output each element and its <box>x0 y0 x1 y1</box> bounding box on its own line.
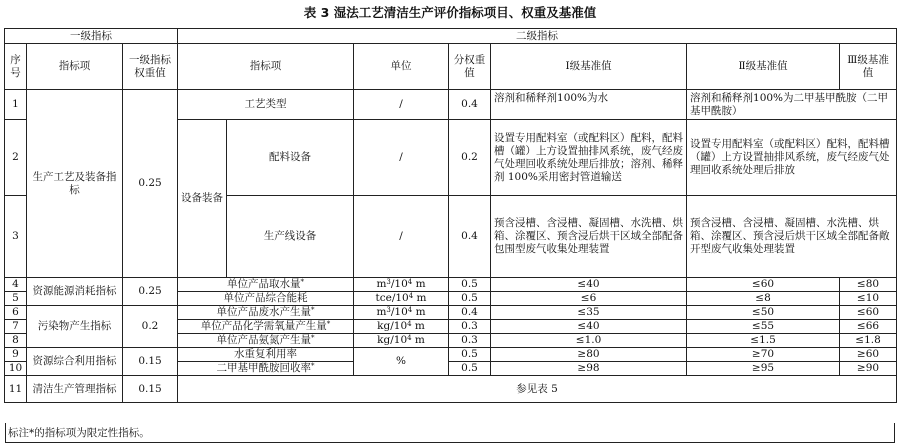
row-seq: 6 <box>5 306 27 320</box>
group-name-resource: 资源能源消耗指标 <box>27 278 123 306</box>
row-grade2: ≥70 <box>687 348 840 362</box>
row-weight: 0.4 <box>449 90 491 120</box>
row-item: 水重复利用率 <box>178 348 354 362</box>
table-caption: 表 3 湿法工艺清洁生产评价指标项目、权重及基准值 <box>303 5 597 20</box>
row-unit: $kg/10^4$ m <box>354 320 449 334</box>
row-weight: 0.5 <box>449 362 491 376</box>
group-name-management: 清洁生产管理指标 <box>27 376 123 403</box>
row-unit: / <box>354 120 449 196</box>
row-seq: 9 <box>5 348 27 362</box>
group-weight-process: 0.25 <box>123 90 178 278</box>
row-grade23: 设置专用配料室（或配料区）配料，配料槽（罐）上方设置抽排风系统，废气经废气处理回收系统处理后排放 <box>687 120 897 196</box>
group-weight-management: 0.15 <box>123 376 178 403</box>
row-seq: 5 <box>5 292 27 306</box>
row-grade1: 溶剂和稀释剂100%为水 <box>491 90 687 120</box>
row-grade3: ≤60 <box>840 306 897 320</box>
row-grade2: ≥95 <box>687 362 840 376</box>
row-seq: 10 <box>5 362 27 376</box>
row-weight: 0.2 <box>449 120 491 196</box>
row-weight: 0.4 <box>449 196 491 278</box>
row-item: 单位产品废水产生量* <box>178 306 354 320</box>
row-item: 单位产品氨氮产生量* <box>178 334 354 348</box>
row-grade1: ≤6 <box>491 292 687 306</box>
header-row-groups <box>5 29 897 44</box>
header-l2-item: 指标项 <box>178 44 354 90</box>
row-grade2: ≤50 <box>687 306 840 320</box>
row-seq: 3 <box>5 196 27 278</box>
header-l1-item: 指标项 <box>27 44 123 90</box>
row-grade1: ≤40 <box>491 278 687 292</box>
row-grade3: ≤1.8 <box>840 334 897 348</box>
row-weight: 0.3 <box>449 334 491 348</box>
header-grade2: Ⅱ级基准值 <box>687 44 840 90</box>
table-footnote: 标注*的指标项为限定性指标。 <box>5 423 895 443</box>
row-grade23: 溶剂和稀释剂100%为二甲基甲酰胺（二甲基甲酰胺） <box>687 90 897 120</box>
row-unit: $m^3/10^4$ m <box>354 306 449 320</box>
row-reference: 参见表 5 <box>178 376 897 403</box>
row-item: 单位产品综合能耗 <box>178 292 354 306</box>
row-grade1: ≤1.0 <box>491 334 687 348</box>
subgroup-equipment: 设备装备 <box>178 120 227 278</box>
row-grade2: ≤55 <box>687 320 840 334</box>
header-seq: 序号 <box>5 44 27 90</box>
header-level1-group: 一级指标 <box>5 29 178 44</box>
header-grade3: Ⅲ级基准值 <box>840 44 897 90</box>
row-weight: 0.3 <box>449 320 491 334</box>
header-grade1: Ⅰ级基准值 <box>491 44 687 90</box>
group-name-pollutant: 污染物产生指标 <box>27 306 123 348</box>
row-grade23: 预含浸槽、含浸槽、凝固槽、水洗槽、烘箱、涂覆区、预含浸后烘干区域全部配备敞开型废气收集处理装置 <box>687 196 897 278</box>
table-container <box>4 28 896 403</box>
row-grade1: ≤35 <box>491 306 687 320</box>
row-grade3: ≥90 <box>840 362 897 376</box>
row-grade1: ≤40 <box>491 320 687 334</box>
indicator-table <box>4 28 897 403</box>
row-seq: 1 <box>5 90 27 120</box>
row-seq: 4 <box>5 278 27 292</box>
group-weight-resource: 0.25 <box>123 278 178 306</box>
row-grade1: 预含浸槽、含浸槽、凝固槽、水洗槽、烘箱、涂覆区、预含浸后烘干区域全部配备包围型废气收集处理装置 <box>491 196 687 278</box>
row-weight: 0.4 <box>449 306 491 320</box>
row-seq: 11 <box>5 376 27 403</box>
row-unit: / <box>354 196 449 278</box>
row-unit: / <box>354 90 449 120</box>
row-grade2: ≤60 <box>687 278 840 292</box>
row-grade1: ≥80 <box>491 348 687 362</box>
table-row <box>5 306 897 320</box>
group-weight-utilization: 0.15 <box>123 348 178 376</box>
header-l1-weight: 一级指标权重值 <box>123 44 178 90</box>
row-grade2: ≤8 <box>687 292 840 306</box>
row-seq: 8 <box>5 334 27 348</box>
row-unit: $m^3/10^4$ m <box>354 278 449 292</box>
table-row <box>5 348 897 362</box>
table-row <box>5 376 897 403</box>
row-item: 工艺类型 <box>178 90 354 120</box>
header-sub-weight: 分权重值 <box>449 44 491 90</box>
header-unit: 单位 <box>354 44 449 90</box>
group-name-utilization: 资源综合利用指标 <box>27 348 123 376</box>
row-grade1: 设置专用配料室（或配料区）配料，配料槽（罐）上方设置抽排风系统，废气经废气处理回收系统处理后排放；溶剂、稀释剂 100%采用密封管道输送 <box>491 120 687 196</box>
table-row <box>5 90 897 120</box>
row-item: 单位产品取水量* <box>178 278 354 292</box>
row-item: 生产线设备 <box>227 196 354 278</box>
row-weight: 0.5 <box>449 348 491 362</box>
group-weight-pollutant: 0.2 <box>123 306 178 348</box>
row-unit: $kg/10^4$ m <box>354 334 449 348</box>
header-row-columns <box>5 44 897 90</box>
row-item: 二甲基甲酰胺回收率* <box>178 362 354 376</box>
row-seq: 7 <box>5 320 27 334</box>
table-row <box>5 278 897 292</box>
row-grade2: ≤1.5 <box>687 334 840 348</box>
row-unit: tce/$10^4$ m <box>354 292 449 306</box>
row-grade3: ≤66 <box>840 320 897 334</box>
row-grade3: ≤10 <box>840 292 897 306</box>
row-item: 配料设备 <box>227 120 354 196</box>
row-item: 单位产品化学需氧量产生量* <box>178 320 354 334</box>
row-unit-percent: % <box>354 348 449 376</box>
row-grade1: ≥98 <box>491 362 687 376</box>
group-name-process: 生产工艺及装备指标 <box>27 90 123 278</box>
row-seq: 2 <box>5 120 27 196</box>
row-weight: 0.5 <box>449 278 491 292</box>
row-grade3: ≤80 <box>840 278 897 292</box>
header-level2-group: 二级指标 <box>178 29 897 44</box>
row-grade3: ≥60 <box>840 348 897 362</box>
row-weight: 0.5 <box>449 292 491 306</box>
